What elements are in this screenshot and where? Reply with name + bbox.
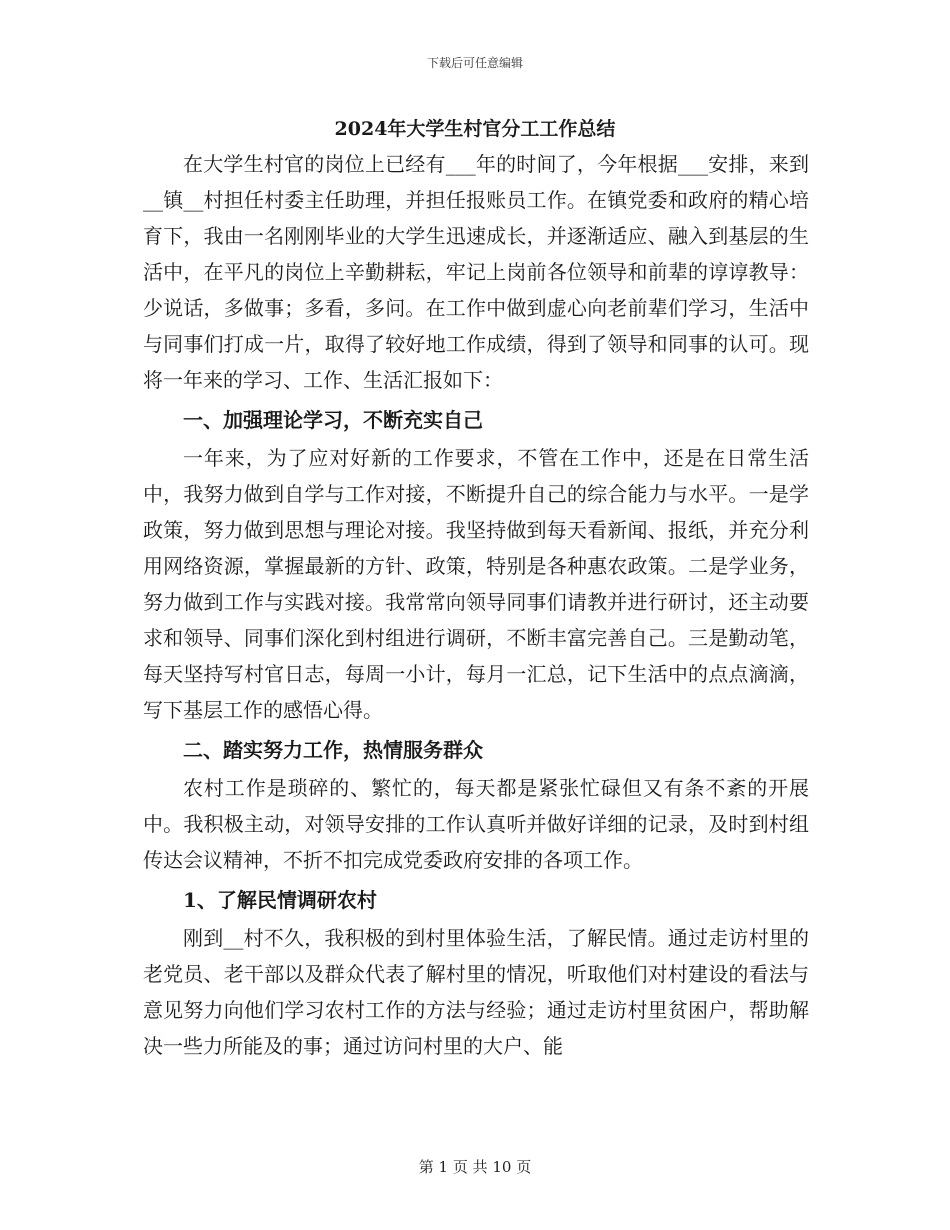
document-body	[143, 146, 809, 1064]
section-heading-1: 一、加强理论学习，不断充实自己	[183, 408, 483, 432]
document-title: 2024年大学生村官分工工作总结	[334, 118, 616, 140]
section-paragraph-2: 农村工作是琐碎的、繁忙的，每天都是紧张忙碌但又有条不紊的开展中。我积极主动，对领导安排的工作认真听并做好详细的记录，及时到村组传达会议精神，不折不扣完成党委政府安排的各项工作。	[143, 776, 809, 872]
subsection-paragraph-1: 刚到__村不久，我积极的到村里体验生活，了解民情。通过走访村里的老党员、老干部以及群众代表了解村里的情况，听取他们对村建设的看法与意见努力向他们学习农村工作的方法与经验；通过走访村里贫困户，帮助解决一些力所能及的事；通过访问村里的大户、能	[143, 926, 809, 1058]
page-number: 第 1 页 共 10 页	[418, 1158, 532, 1176]
subsection-heading-1: 1、了解民情调研农村	[183, 888, 377, 912]
section-paragraph-1: 一年来，为了应对好新的工作要求，不管在工作中，还是在日常生活中，我努力做到自学与工作对接，不断提升自己的综合能力与水平。一是学政策，努力做到思想与理论对接。我坚持做到每天看新闻、报纸，并充分利用网络资源，掌握最新的方针、政策，特别是各种惠农政策。二是学业务，努力做到工作与实践对接。我常常向领导同事们请教并进行研讨，还主动要求和领导、同事们深化到村组进行调研，不断丰富完善自己。三是勤动笔，每天坚持写村官日志，每周一小计，每月一汇总，记下生活中的点点滴滴，写下基层工作的感悟心得。	[143, 446, 809, 722]
header-note: 下载后可任意编辑	[426, 56, 523, 70]
section-heading-2: 二、踏实努力工作，热情服务群众	[183, 738, 483, 762]
intro-paragraph: 在大学生村官的岗位上已经有___年的时间了，今年根据___安排，来到__镇__村担任村委主任助理，并担任报账员工作。在镇党委和政府的精心培育下，我由一名刚刚毕业的大学生迅速成长，并逐渐适应、融入到基层的生活中，在平凡的岗位上辛勤耕耘，牢记上岗前各位领导和前辈的谆谆教导：少说话，多做事；多看，多问。在工作中做到虚心向老前辈们学习，生活中与同事们打成一片，取得了较好地工作成绩，得到了领导和同事的认可。现将一年来的学习、工作、生活汇报如下：	[143, 152, 809, 392]
